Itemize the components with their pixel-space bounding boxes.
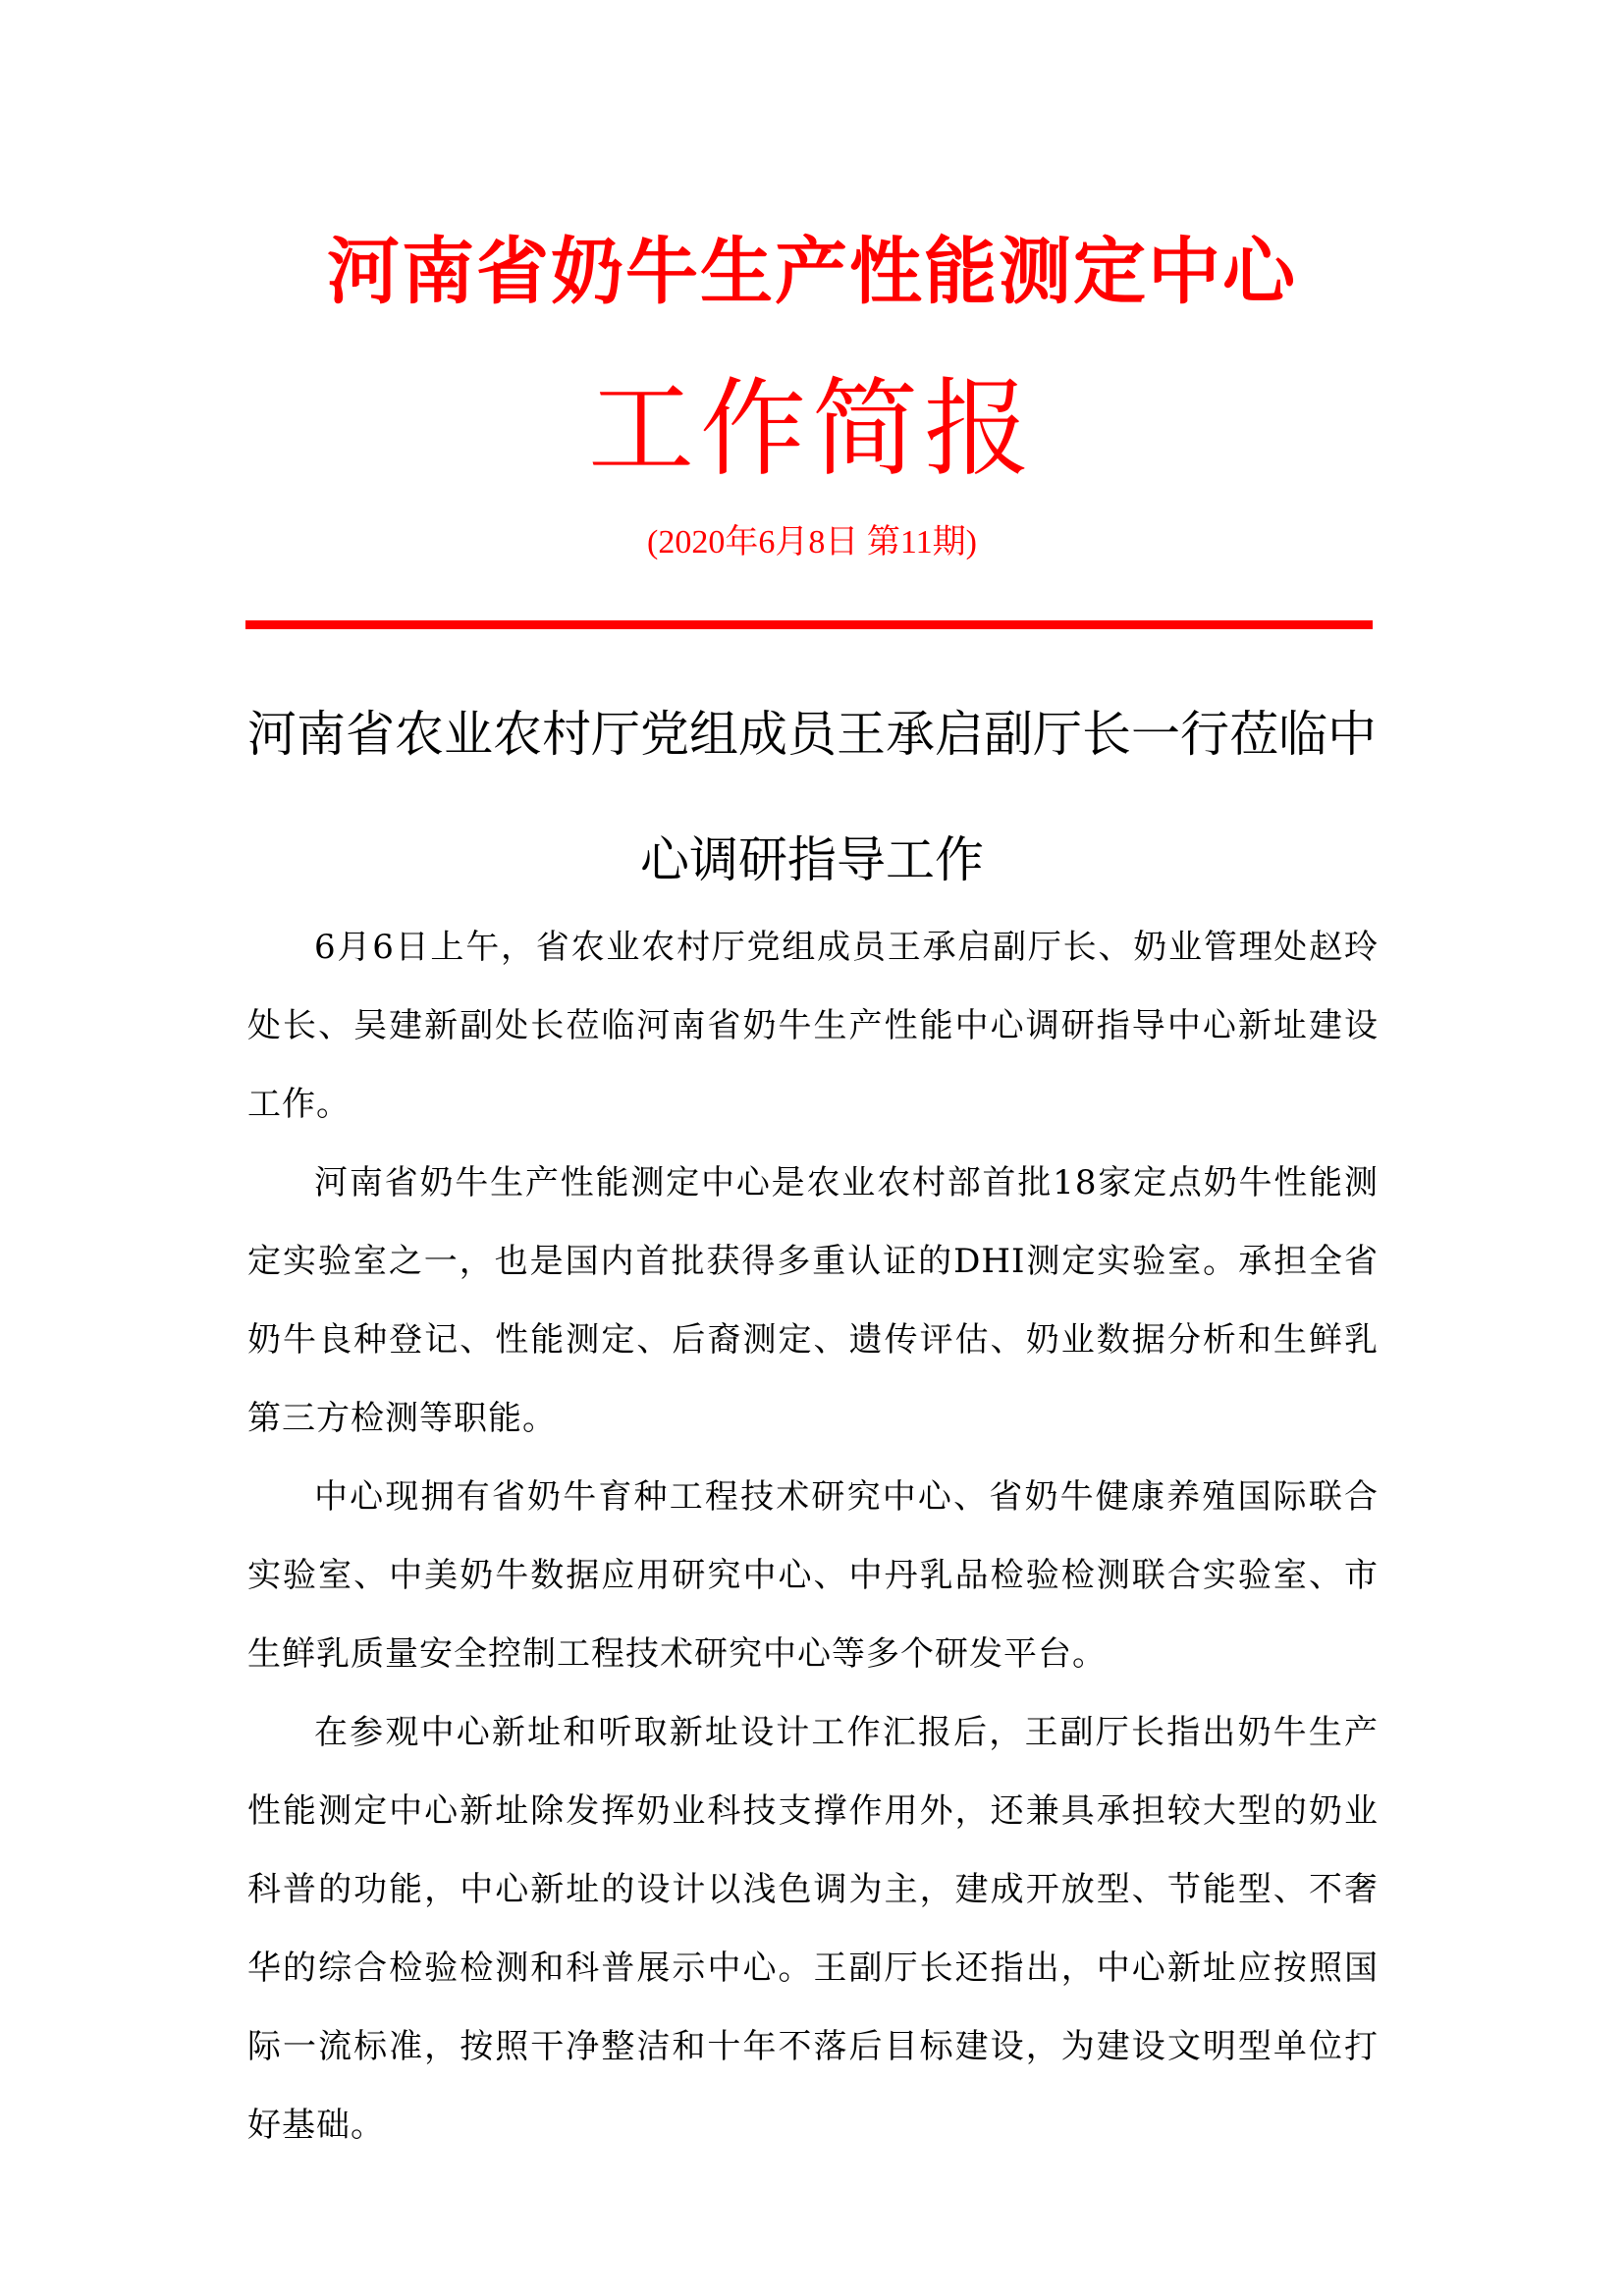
org-title: 河南省奶牛生产性能测定中心: [327, 230, 1297, 314]
article-title: [245, 671, 1379, 923]
paragraph-visit: 6月6日上午，省农业农村厅党组成员王承启副厅长、奶业管理处赵玲处长、吴建新副处长莅临河南省奶牛生产性能中心调研指导中心新址建设工作。: [247, 928, 1379, 1124]
paragraph-center-intro: 河南省奶牛生产性能测定中心是农业农村部首批18家定点奶牛性能测定实验室之一，也是国内首批获得多重认证的DHI测定实验室。承担全省奶牛良种登记、性能测定、后裔测定、遗传评估、奶业数据分析和生鲜乳第三方检测等职能。: [247, 1163, 1379, 1438]
issue-date-number: (2020年6月8日 第11期): [647, 524, 977, 561]
article-title-line-1: 河南省农业农村厅党组成员王承启副厅长一行莅临中: [247, 706, 1377, 763]
article-body: [247, 908, 1379, 2164]
red-divider-rule: [245, 620, 1373, 629]
bulletin-title: 工作简报: [587, 368, 1036, 491]
article-title-line-2: 心调研指导工作: [640, 831, 984, 888]
paragraph-instructions: 在参观中心新址和听取新址设计工作汇报后，王副厅长指出奶牛生产性能测定中心新址除发挥奶业科技支撑作用外，还兼具承担较大型的奶业科普的功能，中心新址的设计以浅色调为主，建成开放型、节能型、不奢华的综合检验检测和科普展示中心。王副厅长还指出，中心新址应按照国际一流标准，按照干净整洁和十年不落后目标建设，为建设文明型单位打好基础。: [247, 1713, 1379, 2145]
paragraph-research-platforms: 中心现拥有省奶牛育种工程技术研究中心、省奶牛健康养殖国际联合实验室、中美奶牛数据应用研究中心、中丹乳品检验检测联合实验室、市生鲜乳质量安全控制工程技术研究中心等多个研发平台。: [247, 1477, 1379, 1674]
